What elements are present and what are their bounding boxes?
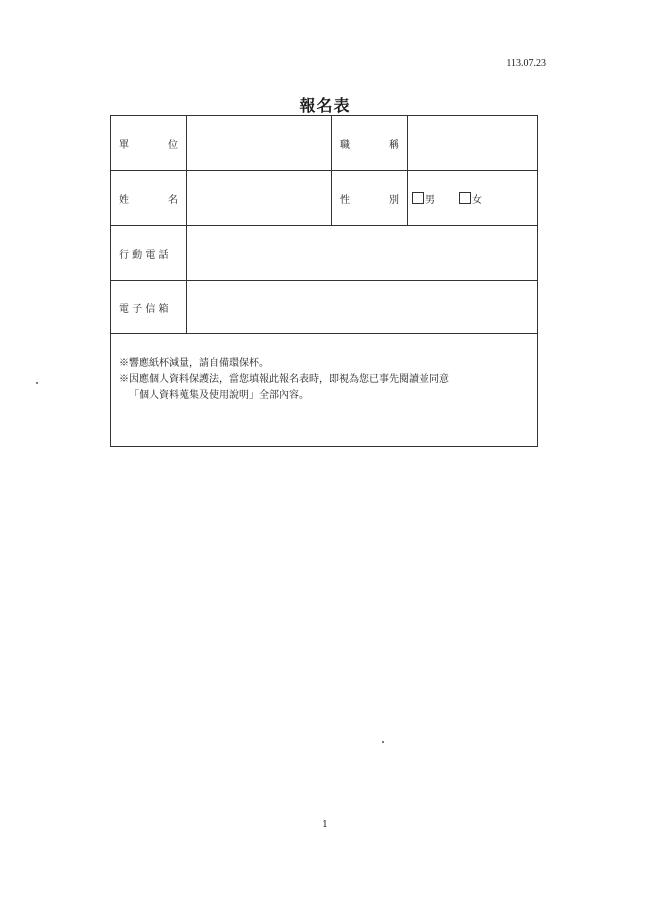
note-privacy-line2: 「個人資料蒐集及使用說明」全部內容。 xyxy=(129,390,309,401)
email-field[interactable] xyxy=(187,281,537,333)
unit-label: 單 位 xyxy=(111,116,187,170)
job-title-field[interactable] xyxy=(408,116,537,170)
row-email xyxy=(111,281,537,334)
form-title: 報名表 xyxy=(299,96,351,115)
female-checkbox[interactable] xyxy=(459,192,471,204)
row-name-gender xyxy=(111,171,537,226)
gender-female-option[interactable]: 女 xyxy=(459,191,482,206)
document-date: 113.07.23 xyxy=(506,58,546,69)
email-label: 電 子 信 箱 xyxy=(111,281,187,333)
gender-label: 性 別 xyxy=(332,171,408,225)
mobile-label: 行 動 電 話 xyxy=(111,226,187,280)
form-notes xyxy=(119,356,449,404)
gender-options xyxy=(408,171,537,225)
job-title-label: 職 稱 xyxy=(332,116,408,170)
row-mobile xyxy=(111,226,537,281)
male-checkbox[interactable] xyxy=(412,192,424,204)
row-unit-job xyxy=(111,116,537,171)
scan-speck xyxy=(382,741,384,743)
scan-speck xyxy=(36,382,38,384)
name-field[interactable] xyxy=(187,171,332,225)
unit-field[interactable] xyxy=(187,116,332,170)
registration-form-table xyxy=(110,115,538,447)
page-number: 1 xyxy=(322,820,328,830)
mobile-field[interactable] xyxy=(187,226,537,280)
gender-male-option[interactable]: 男 xyxy=(412,191,435,206)
note-cup-reduction: ※響應紙杯減量，請自備環保杯。 xyxy=(119,358,269,369)
note-privacy-line1: ※因應個人資料保護法，當您填報此報名表時，即視為您已事先閱讀並同意 xyxy=(119,374,449,385)
name-label: 姓 名 xyxy=(111,171,187,225)
